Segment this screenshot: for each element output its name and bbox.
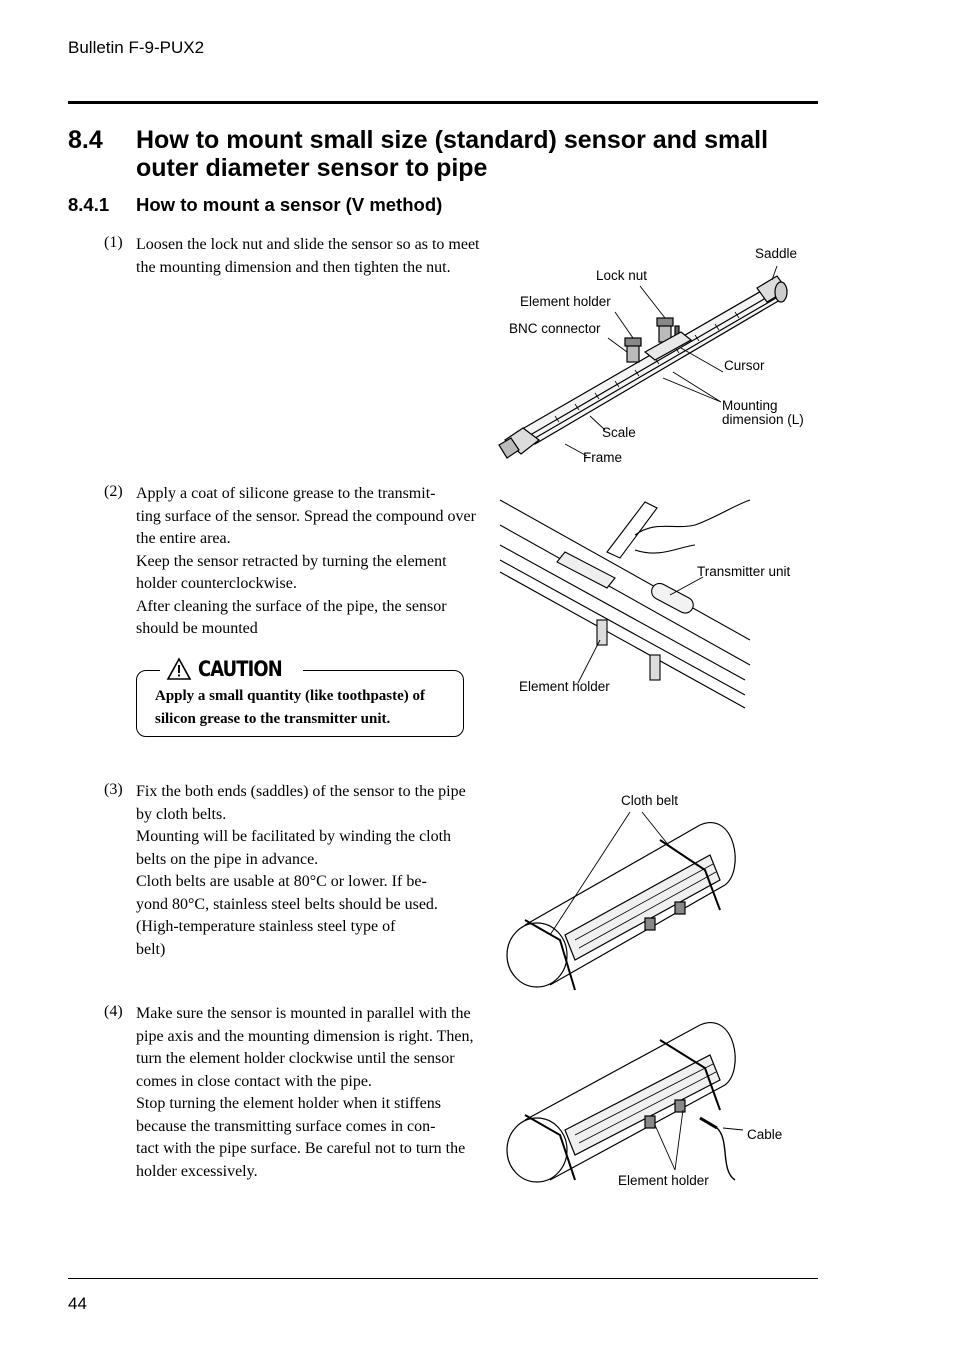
- caution-title: CAUTION: [198, 657, 282, 681]
- page-number: 44: [68, 1294, 87, 1313]
- top-divider: [68, 101, 818, 104]
- label-transmitter-unit: Transmitter unit: [697, 564, 791, 579]
- label-cloth-belt: Cloth belt: [621, 793, 679, 808]
- label-bnc-connector: BNC connector: [509, 321, 601, 336]
- caution-text: Apply a small quantity (like toothpaste) of silicon grease to the transmitter unit.: [155, 688, 426, 727]
- label-cable: Cable: [747, 1127, 783, 1142]
- subsection-number: 8.4.1: [68, 194, 110, 215]
- label-scale: Scale: [602, 425, 636, 440]
- sensor-diagram: [495, 240, 825, 472]
- caution-header: [160, 654, 303, 684]
- step-4-number: (4): [104, 1003, 123, 1020]
- label-lock-nut: Lock nut: [596, 268, 648, 283]
- section-number: 8.4: [68, 126, 103, 154]
- cloth-belt-diagram: [495, 790, 750, 990]
- step-2-line: Keep the sensor retracted by turning the element holder counterclockwise.: [136, 552, 447, 592]
- step-2-line: After cleaning the surface of the pipe, the sensor should be mounted: [136, 597, 447, 637]
- step-1-line: Loosen the lock nut and slide the sensor so as to meet the mounting dimension and then tighten the nut.: [136, 236, 480, 276]
- label-frame: Frame: [583, 450, 623, 465]
- subsection-title: How to mount a sensor (V method): [136, 194, 443, 215]
- step-4-line: Make sure the sensor is mounted in parallel with the pipe axis and the mounting dimension is right. Then, turn the element holder clockwise until the sensor comes in close contact with the pipe.: [136, 1005, 474, 1090]
- label-element-holder-3: Element holder: [618, 1173, 709, 1188]
- step-3-line: Cloth belts are usable at 80°C or lower. If be- yond 80°C, stainless steel belts should be used.: [136, 873, 438, 913]
- final-mounting-drawing: [495, 1010, 765, 1200]
- step-3-line: Mounting will be facilitated by winding the cloth belts on the pipe in advance.: [136, 828, 452, 868]
- step-2-number: (2): [104, 483, 123, 500]
- warning-icon: [166, 657, 192, 681]
- step-3-number: (3): [104, 781, 123, 798]
- bottom-divider: [68, 1278, 818, 1279]
- bulletin-header: Bulletin F-9-PUX2: [68, 38, 205, 57]
- section-title: How to mount small size (standard) sensor and small outer diameter sensor to pipe: [136, 126, 769, 182]
- step-4-line: Stop turning the element holder when it stiffens because the transmitting surface comes in con- tact with the pipe surface. Be careful not to turn the holder excessively.: [136, 1095, 466, 1180]
- label-element-holder-2: Element holder: [519, 679, 610, 694]
- step-1-text: [136, 234, 484, 279]
- step-2-line: Apply a coat of silicone grease to the transmit- ting surface of the sensor. Spread the compound over the entire area.: [136, 485, 476, 547]
- sensor-drawing: [495, 240, 825, 472]
- step-3-line: (High-temperature stainless steel type of belt): [136, 918, 396, 958]
- step-3-line: Fix the both ends (saddles) of the sensor to the pipe by cloth belts.: [136, 783, 466, 823]
- step-2-text: [136, 483, 484, 641]
- label-mounting-dimension: Mounting dimension (L): [722, 398, 804, 427]
- cloth-belt-drawing: [495, 790, 750, 990]
- step-1-number: (1): [104, 234, 123, 251]
- step-3-text: [136, 781, 484, 961]
- label-element-holder: Element holder: [520, 294, 611, 309]
- label-saddle: Saddle: [755, 246, 798, 261]
- final-mounting-diagram: [495, 1010, 765, 1200]
- step-4-text: [136, 1003, 484, 1183]
- label-cursor: Cursor: [724, 358, 765, 373]
